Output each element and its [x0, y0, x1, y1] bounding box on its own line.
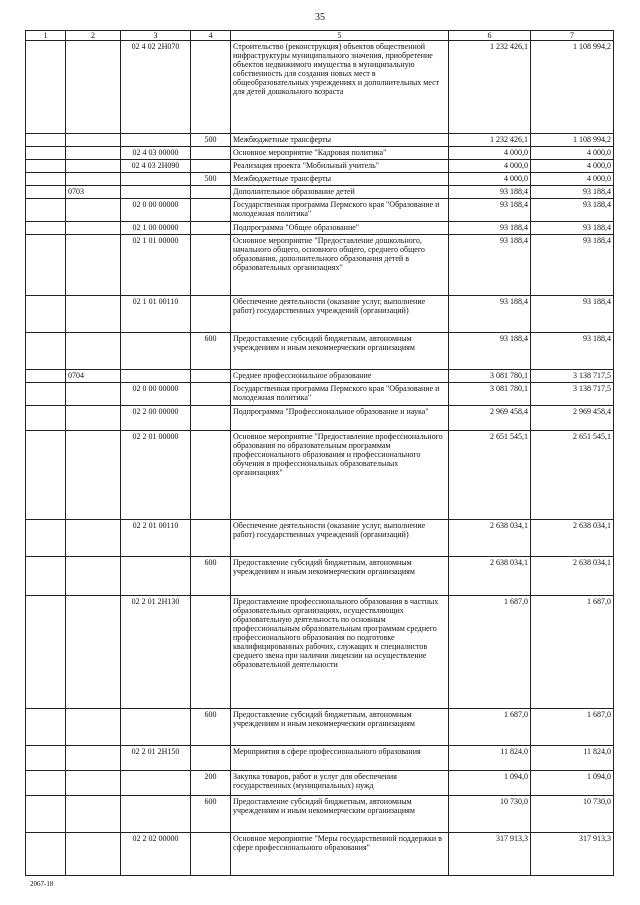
section-code-cell	[26, 222, 66, 235]
expense-type-code-cell	[191, 160, 231, 173]
subsection-code-cell	[66, 833, 121, 876]
amount-year-1-cell: 93 188,4	[449, 235, 531, 296]
target-article-code-cell	[121, 173, 191, 186]
subsection-code-cell	[66, 557, 121, 596]
amount-year-2-cell: 11 824,0	[531, 746, 614, 771]
col-header-7: 7	[531, 31, 614, 41]
amount-year-1-cell: 1 232 426,1	[449, 134, 531, 147]
footer-code: 2067-18	[30, 880, 54, 888]
target-article-code-cell: 02 2 01 00000	[121, 431, 191, 520]
section-code-cell	[26, 520, 66, 557]
target-article-code-cell: 02 1 01 00110	[121, 296, 191, 333]
table-row	[26, 186, 614, 199]
amount-year-1-cell: 10 730,0	[449, 796, 531, 833]
item-name-cell: Обеспечение деятельности (оказание услуг, выполнение работ) государственных учреждений (организаций)	[231, 296, 449, 333]
section-code-cell	[26, 173, 66, 186]
expense-type-code-cell: 600	[191, 333, 231, 370]
table-row	[26, 147, 614, 160]
amount-year-1-cell: 317 913,3	[449, 833, 531, 876]
item-name-cell: Основное мероприятие "Предоставление профессионального образования по образовательным программам профессионального образования и профессионального обучения в профессиональных образовательных организациях"	[231, 431, 449, 520]
amount-year-2-cell: 10 730,0	[531, 796, 614, 833]
expense-type-code-cell	[191, 199, 231, 222]
item-name-cell: Межбюджетные трансферты	[231, 173, 449, 186]
target-article-code-cell	[121, 557, 191, 596]
section-code-cell	[26, 383, 66, 406]
table-row	[26, 833, 614, 876]
amount-year-2-cell: 4 000,0	[531, 160, 614, 173]
amount-year-2-cell: 93 188,4	[531, 296, 614, 333]
amount-year-2-cell: 93 188,4	[531, 222, 614, 235]
amount-year-1-cell: 1 094,0	[449, 771, 531, 796]
section-code-cell	[26, 199, 66, 222]
target-article-code-cell	[121, 134, 191, 147]
subsection-code-cell	[66, 235, 121, 296]
amount-year-1-cell: 2 638 034,1	[449, 520, 531, 557]
section-code-cell	[26, 160, 66, 173]
item-name-cell: Дополнительное образование детей	[231, 186, 449, 199]
section-code-cell	[26, 796, 66, 833]
item-name-cell: Государственная программа Пермского края "Образование и молодежная политика"	[231, 383, 449, 406]
amount-year-2-cell: 1 687,0	[531, 709, 614, 746]
section-code-cell	[26, 235, 66, 296]
item-name-cell: Предоставление субсидий бюджетным, автономным учреждениям и иным некоммерческим организациям	[231, 557, 449, 596]
amount-year-2-cell: 93 188,4	[531, 333, 614, 370]
amount-year-2-cell: 2 638 034,1	[531, 557, 614, 596]
table-row	[26, 160, 614, 173]
item-name-cell: Предоставление субсидий бюджетным, автономным учреждениям и иным некоммерческим организациям	[231, 796, 449, 833]
target-article-code-cell: 02 2 02 00000	[121, 833, 191, 876]
table-body	[26, 41, 614, 876]
expense-type-code-cell	[191, 520, 231, 557]
section-code-cell	[26, 746, 66, 771]
table-row	[26, 383, 614, 406]
amount-year-1-cell: 1 232 426,1	[449, 41, 531, 134]
target-article-code-cell	[121, 333, 191, 370]
subsection-code-cell	[66, 406, 121, 431]
expense-type-code-cell	[191, 746, 231, 771]
amount-year-2-cell: 93 188,4	[531, 235, 614, 296]
subsection-code-cell	[66, 296, 121, 333]
item-name-cell: Основное мероприятие "Кадровая политика"	[231, 147, 449, 160]
budget-table	[25, 30, 614, 876]
subsection-code-cell	[66, 431, 121, 520]
col-header-3: 3	[121, 31, 191, 41]
item-name-cell: Реализация проекта "Мобильный учитель"	[231, 160, 449, 173]
table-row	[26, 746, 614, 771]
amount-year-2-cell: 2 638 034,1	[531, 520, 614, 557]
amount-year-2-cell: 4 000,0	[531, 173, 614, 186]
expense-type-code-cell: 500	[191, 134, 231, 147]
subsection-code-cell	[66, 520, 121, 557]
col-header-6: 6	[449, 31, 531, 41]
amount-year-2-cell: 4 000,0	[531, 147, 614, 160]
amount-year-2-cell: 2 969 458,4	[531, 406, 614, 431]
amount-year-2-cell: 93 188,4	[531, 199, 614, 222]
amount-year-1-cell: 93 188,4	[449, 222, 531, 235]
target-article-code-cell: 02 1 00 00000	[121, 222, 191, 235]
expense-type-code-cell	[191, 296, 231, 333]
amount-year-2-cell: 1 094,0	[531, 771, 614, 796]
amount-year-1-cell: 3 081 780,1	[449, 383, 531, 406]
item-name-cell: Мероприятия в сфере профессионального образования	[231, 746, 449, 771]
amount-year-2-cell: 3 138 717,5	[531, 370, 614, 383]
amount-year-1-cell: 1 687,0	[449, 596, 531, 709]
target-article-code-cell: 02 2 01 00110	[121, 520, 191, 557]
amount-year-1-cell: 2 969 458,4	[449, 406, 531, 431]
section-code-cell	[26, 406, 66, 431]
item-name-cell: Основное мероприятие "Меры государственной поддержки в сфере профессионального образования"	[231, 833, 449, 876]
section-code-cell	[26, 296, 66, 333]
amount-year-1-cell: 93 188,4	[449, 333, 531, 370]
table-row	[26, 709, 614, 746]
expense-type-code-cell	[191, 370, 231, 383]
subsection-code-cell	[66, 134, 121, 147]
subsection-code-cell	[66, 383, 121, 406]
item-name-cell: Подпрограмма "Профессиональное образование и наука"	[231, 406, 449, 431]
table-row	[26, 557, 614, 596]
expense-type-code-cell	[191, 41, 231, 134]
item-name-cell: Межбюджетные трансферты	[231, 134, 449, 147]
section-code-cell	[26, 771, 66, 796]
amount-year-1-cell: 4 000,0	[449, 173, 531, 186]
amount-year-1-cell: 93 188,4	[449, 296, 531, 333]
amount-year-1-cell: 2 638 034,1	[449, 557, 531, 596]
subsection-code-cell	[66, 147, 121, 160]
expense-type-code-cell: 200	[191, 771, 231, 796]
item-name-cell: Основное мероприятие "Предоставление дошкольного, начального общего, основного общего, среднего общего образования, дополнительного образования детей в образовательных организациях"	[231, 235, 449, 296]
section-code-cell	[26, 557, 66, 596]
target-article-code-cell: 02 4 03 00000	[121, 147, 191, 160]
target-article-code-cell: 02 4 02 2Н070	[121, 41, 191, 134]
target-article-code-cell: 02 0 00 00000	[121, 199, 191, 222]
section-code-cell	[26, 41, 66, 134]
expense-type-code-cell	[191, 222, 231, 235]
amount-year-2-cell: 1 687,0	[531, 596, 614, 709]
table-row	[26, 199, 614, 222]
expense-type-code-cell	[191, 235, 231, 296]
section-code-cell	[26, 147, 66, 160]
target-article-code-cell	[121, 186, 191, 199]
section-code-cell	[26, 370, 66, 383]
expense-type-code-cell	[191, 147, 231, 160]
expense-type-code-cell: 600	[191, 796, 231, 833]
amount-year-1-cell: 4 000,0	[449, 147, 531, 160]
subsection-code-cell: 0704	[66, 370, 121, 383]
amount-year-2-cell: 1 108 994,2	[531, 134, 614, 147]
item-name-cell: Строительство (реконструкция) объектов общественной инфраструктуры муниципального значения, приобретение объектов недвижимого имущества в муниципальную собственность для создания новых мест в общеобразовательных учреждениях и дополнительных мест для детей дошкольного возраста	[231, 41, 449, 134]
table-row	[26, 370, 614, 383]
expense-type-code-cell	[191, 833, 231, 876]
subsection-code-cell	[66, 746, 121, 771]
header-row	[26, 31, 614, 41]
section-code-cell	[26, 833, 66, 876]
subsection-code-cell	[66, 199, 121, 222]
subsection-code-cell	[66, 222, 121, 235]
amount-year-1-cell: 93 188,4	[449, 199, 531, 222]
page-number: 35	[315, 12, 325, 23]
target-article-code-cell: 02 4 03 2Н090	[121, 160, 191, 173]
amount-year-1-cell: 4 000,0	[449, 160, 531, 173]
table-row	[26, 431, 614, 520]
amount-year-1-cell: 93 188,4	[449, 186, 531, 199]
item-name-cell: Среднее профессиональное образование	[231, 370, 449, 383]
amount-year-2-cell: 3 138 717,5	[531, 383, 614, 406]
expense-type-code-cell: 600	[191, 557, 231, 596]
item-name-cell: Закупка товаров, работ и услуг для обеспечения государственных (муниципальных) нужд	[231, 771, 449, 796]
expense-type-code-cell	[191, 431, 231, 520]
expense-type-code-cell: 500	[191, 173, 231, 186]
amount-year-2-cell: 1 108 994,2	[531, 41, 614, 134]
expense-type-code-cell	[191, 596, 231, 709]
target-article-code-cell	[121, 796, 191, 833]
subsection-code-cell	[66, 333, 121, 370]
section-code-cell	[26, 333, 66, 370]
subsection-code-cell	[66, 596, 121, 709]
section-code-cell	[26, 596, 66, 709]
table-row	[26, 771, 614, 796]
item-name-cell: Предоставление субсидий бюджетным, автономным учреждениям и иным некоммерческим организациям	[231, 333, 449, 370]
subsection-code-cell	[66, 41, 121, 134]
amount-year-2-cell: 2 651 545,1	[531, 431, 614, 520]
amount-year-2-cell: 317 913,3	[531, 833, 614, 876]
subsection-code-cell	[66, 796, 121, 833]
subsection-code-cell	[66, 160, 121, 173]
table-header	[26, 31, 614, 41]
subsection-code-cell	[66, 771, 121, 796]
col-header-4: 4	[191, 31, 231, 41]
amount-year-1-cell: 3 081 780,1	[449, 370, 531, 383]
table-row	[26, 596, 614, 709]
table-row	[26, 406, 614, 431]
table-row	[26, 222, 614, 235]
col-header-1: 1	[26, 31, 66, 41]
target-article-code-cell	[121, 771, 191, 796]
item-name-cell: Обеспечение деятельности (оказание услуг, выполнение работ) государственных учреждений (организаций)	[231, 520, 449, 557]
target-article-code-cell	[121, 370, 191, 383]
table-row	[26, 235, 614, 296]
expense-type-code-cell	[191, 186, 231, 199]
expense-type-code-cell: 600	[191, 709, 231, 746]
item-name-cell: Подпрограмма "Общее образование"	[231, 222, 449, 235]
table-row	[26, 173, 614, 186]
amount-year-1-cell: 2 651 545,1	[449, 431, 531, 520]
section-code-cell	[26, 186, 66, 199]
subsection-code-cell	[66, 173, 121, 186]
target-article-code-cell	[121, 709, 191, 746]
item-name-cell: Предоставление субсидий бюджетным, автономным учреждениям и иным некоммерческим организациям	[231, 709, 449, 746]
table-row	[26, 41, 614, 134]
col-header-5: 5	[231, 31, 449, 41]
target-article-code-cell: 02 2 01 2Н150	[121, 746, 191, 771]
subsection-code-cell: 0703	[66, 186, 121, 199]
subsection-code-cell	[66, 709, 121, 746]
amount-year-1-cell: 1 687,0	[449, 709, 531, 746]
table-row	[26, 333, 614, 370]
expense-type-code-cell	[191, 383, 231, 406]
item-name-cell: Государственная программа Пермского края "Образование и молодежная политика"	[231, 199, 449, 222]
table-row	[26, 296, 614, 333]
table-row	[26, 796, 614, 833]
section-code-cell	[26, 431, 66, 520]
section-code-cell	[26, 134, 66, 147]
table-row	[26, 134, 614, 147]
target-article-code-cell: 02 1 01 00000	[121, 235, 191, 296]
target-article-code-cell: 02 2 00 00000	[121, 406, 191, 431]
section-code-cell	[26, 709, 66, 746]
target-article-code-cell: 02 0 00 00000	[121, 383, 191, 406]
expense-type-code-cell	[191, 406, 231, 431]
item-name-cell: Предоставление профессионального образования в частных образовательных организациях, осуществляющих образовательную деятельность по основным профессиональным образовательным программам среднего профессионального образования по подготовке квалифицированных рабочих, служащих и специалистов среднего звена при наличии лицензии на осуществление образовательной деятельности	[231, 596, 449, 709]
amount-year-2-cell: 93 188,4	[531, 186, 614, 199]
col-header-2: 2	[66, 31, 121, 41]
target-article-code-cell: 02 2 01 2Н130	[121, 596, 191, 709]
table-row	[26, 520, 614, 557]
amount-year-1-cell: 11 824,0	[449, 746, 531, 771]
